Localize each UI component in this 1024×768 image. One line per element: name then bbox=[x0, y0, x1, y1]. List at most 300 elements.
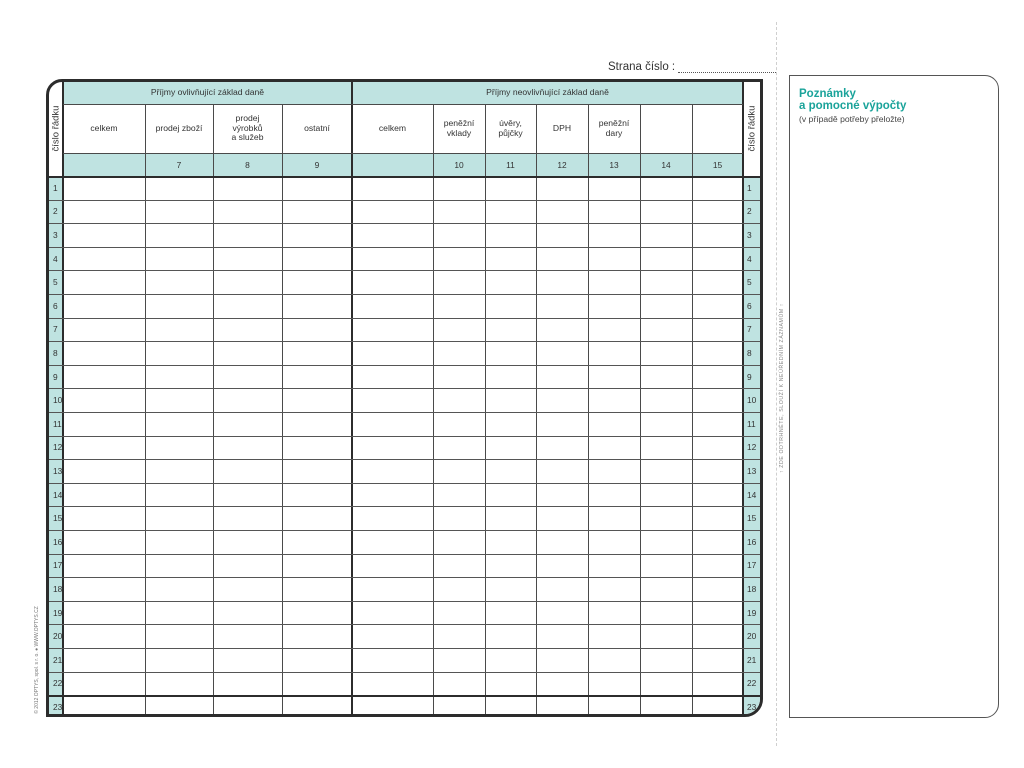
entry-cell[interactable] bbox=[433, 672, 485, 696]
entry-cell[interactable] bbox=[63, 577, 145, 601]
entry-cell[interactable] bbox=[588, 672, 640, 696]
entry-cell[interactable] bbox=[63, 695, 145, 717]
entry-cell[interactable] bbox=[640, 506, 692, 530]
entry-cell[interactable] bbox=[640, 577, 692, 601]
row-number-left: 1 bbox=[53, 182, 58, 193]
entry-cell[interactable] bbox=[640, 388, 692, 412]
entry-cell[interactable] bbox=[485, 365, 536, 389]
entry-cell[interactable] bbox=[282, 247, 352, 271]
entry-cell[interactable] bbox=[282, 695, 352, 717]
entry-cell[interactable] bbox=[433, 247, 485, 271]
entry-cell[interactable] bbox=[485, 554, 536, 578]
entry-cell[interactable] bbox=[692, 247, 743, 271]
entry-cell[interactable] bbox=[692, 459, 743, 483]
entry-cell[interactable] bbox=[640, 247, 692, 271]
entry-cell[interactable] bbox=[485, 412, 536, 436]
entry-cell[interactable] bbox=[63, 601, 145, 625]
entry-cell[interactable] bbox=[63, 554, 145, 578]
entry-cell[interactable] bbox=[213, 176, 282, 200]
entry-cell[interactable] bbox=[485, 695, 536, 717]
grid-line-horizontal bbox=[49, 318, 760, 319]
entry-cell[interactable] bbox=[640, 341, 692, 365]
entry-cell[interactable] bbox=[588, 577, 640, 601]
row-number-header-left: číslo řádku bbox=[50, 105, 62, 152]
entry-cell[interactable] bbox=[352, 695, 433, 717]
entry-cell[interactable] bbox=[536, 200, 588, 224]
entry-cell[interactable] bbox=[145, 270, 213, 294]
entry-cell[interactable] bbox=[352, 459, 433, 483]
entry-cell[interactable] bbox=[485, 648, 536, 672]
entry-cell[interactable] bbox=[282, 436, 352, 460]
entry-cell[interactable] bbox=[485, 247, 536, 271]
entry-cell[interactable] bbox=[63, 648, 145, 672]
entry-cell[interactable] bbox=[692, 672, 743, 696]
group-header-not-affecting: Příjmy neovlivňující základ daně bbox=[352, 82, 743, 104]
entry-cell[interactable] bbox=[63, 412, 145, 436]
entry-cell[interactable] bbox=[352, 200, 433, 224]
entry-cell[interactable] bbox=[282, 200, 352, 224]
entry-cell[interactable] bbox=[145, 294, 213, 318]
column-number-1 bbox=[63, 153, 145, 176]
row-number-left: 19 bbox=[53, 607, 63, 618]
entry-cell[interactable] bbox=[63, 436, 145, 460]
entry-cell[interactable] bbox=[145, 247, 213, 271]
entry-cell[interactable] bbox=[692, 223, 743, 247]
notes-panel[interactable] bbox=[789, 75, 999, 718]
entry-cell[interactable] bbox=[145, 695, 213, 717]
entry-cell[interactable] bbox=[213, 436, 282, 460]
entry-cell[interactable] bbox=[145, 388, 213, 412]
grid-line-horizontal bbox=[49, 294, 760, 295]
entry-cell[interactable] bbox=[640, 554, 692, 578]
entry-cell[interactable] bbox=[63, 483, 145, 507]
entry-cell[interactable] bbox=[433, 577, 485, 601]
entry-cell[interactable] bbox=[536, 506, 588, 530]
entry-cell[interactable] bbox=[485, 318, 536, 342]
entry-cell[interactable] bbox=[640, 436, 692, 460]
entry-cell[interactable] bbox=[588, 530, 640, 554]
entry-cell[interactable] bbox=[692, 577, 743, 601]
grid-line-horizontal bbox=[49, 459, 760, 460]
entry-cell[interactable] bbox=[433, 624, 485, 648]
entry-cell[interactable] bbox=[536, 365, 588, 389]
entry-cell[interactable] bbox=[588, 176, 640, 200]
entry-cell[interactable] bbox=[588, 247, 640, 271]
row-number-right: 19 bbox=[747, 607, 757, 618]
entry-cell[interactable] bbox=[63, 388, 145, 412]
entry-cell[interactable] bbox=[282, 388, 352, 412]
entry-cell[interactable] bbox=[63, 459, 145, 483]
entry-cell[interactable] bbox=[536, 530, 588, 554]
entry-cell[interactable] bbox=[588, 388, 640, 412]
row-number-left: 18 bbox=[53, 583, 63, 594]
entry-cell[interactable] bbox=[352, 601, 433, 625]
entry-cell[interactable] bbox=[145, 554, 213, 578]
entry-cell[interactable] bbox=[145, 577, 213, 601]
entry-cell[interactable] bbox=[63, 506, 145, 530]
entry-cell[interactable] bbox=[352, 341, 433, 365]
entry-cell[interactable] bbox=[640, 601, 692, 625]
entry-cell[interactable] bbox=[588, 318, 640, 342]
entry-cell[interactable] bbox=[145, 483, 213, 507]
grid-line-horizontal bbox=[49, 672, 760, 673]
entry-cell[interactable] bbox=[352, 672, 433, 696]
entry-cell[interactable] bbox=[485, 223, 536, 247]
row-number-right: 9 bbox=[747, 371, 752, 382]
entry-cell[interactable] bbox=[145, 530, 213, 554]
entry-cell[interactable] bbox=[352, 554, 433, 578]
entry-cell[interactable] bbox=[213, 412, 282, 436]
entry-cell[interactable] bbox=[63, 294, 145, 318]
entry-cell[interactable] bbox=[692, 648, 743, 672]
entry-cell[interactable] bbox=[282, 365, 352, 389]
entry-cell[interactable] bbox=[692, 294, 743, 318]
entry-cell[interactable] bbox=[352, 483, 433, 507]
entry-cell[interactable] bbox=[352, 412, 433, 436]
entry-cell[interactable] bbox=[692, 341, 743, 365]
entry-cell[interactable] bbox=[588, 436, 640, 460]
entry-cell[interactable] bbox=[213, 388, 282, 412]
entry-cell[interactable] bbox=[640, 648, 692, 672]
row-number-left: 8 bbox=[53, 347, 58, 358]
entry-cell[interactable] bbox=[145, 200, 213, 224]
entry-cell[interactable] bbox=[485, 176, 536, 200]
entry-cell[interactable] bbox=[692, 176, 743, 200]
entry-cell[interactable] bbox=[536, 247, 588, 271]
entry-cell[interactable] bbox=[282, 624, 352, 648]
entry-cell[interactable] bbox=[433, 200, 485, 224]
row-number-right: 21 bbox=[747, 654, 757, 665]
entry-cell[interactable] bbox=[692, 270, 743, 294]
entry-cell[interactable] bbox=[433, 483, 485, 507]
entry-cell[interactable] bbox=[352, 270, 433, 294]
column-header-5: celkem bbox=[378, 122, 407, 133]
row-number-left: 10 bbox=[53, 395, 63, 406]
entry-cell[interactable] bbox=[692, 436, 743, 460]
row-number-left: 9 bbox=[53, 371, 58, 382]
entry-cell[interactable] bbox=[536, 412, 588, 436]
entry-cell[interactable] bbox=[640, 672, 692, 696]
entry-cell[interactable] bbox=[536, 695, 588, 717]
entry-cell[interactable] bbox=[536, 672, 588, 696]
entry-cell[interactable] bbox=[588, 341, 640, 365]
entry-cell[interactable] bbox=[536, 318, 588, 342]
entry-cell[interactable] bbox=[352, 365, 433, 389]
grid-line-horizontal bbox=[49, 388, 760, 389]
entry-cell[interactable] bbox=[485, 436, 536, 460]
row-number-right: 16 bbox=[747, 536, 757, 547]
entry-cell[interactable] bbox=[485, 341, 536, 365]
grid-line-horizontal bbox=[49, 577, 760, 578]
entry-cell[interactable] bbox=[588, 270, 640, 294]
entry-cell[interactable] bbox=[63, 223, 145, 247]
entry-cell[interactable] bbox=[63, 247, 145, 271]
entry-cell[interactable] bbox=[352, 318, 433, 342]
entry-cell[interactable] bbox=[433, 695, 485, 717]
column-number-7: 11 bbox=[506, 159, 515, 170]
entry-cell[interactable] bbox=[692, 483, 743, 507]
entry-cell[interactable] bbox=[213, 648, 282, 672]
entry-cell[interactable] bbox=[352, 294, 433, 318]
entry-cell[interactable] bbox=[692, 365, 743, 389]
entry-cell[interactable] bbox=[536, 436, 588, 460]
entry-cell[interactable] bbox=[213, 672, 282, 696]
column-number-8: 12 bbox=[557, 159, 567, 170]
entry-cell[interactable] bbox=[63, 318, 145, 342]
entry-cell[interactable] bbox=[352, 530, 433, 554]
entry-cell[interactable] bbox=[433, 365, 485, 389]
entry-cell[interactable] bbox=[352, 247, 433, 271]
entry-cell[interactable] bbox=[485, 624, 536, 648]
entry-cell[interactable] bbox=[352, 388, 433, 412]
entry-cell[interactable] bbox=[352, 624, 433, 648]
entry-cell[interactable] bbox=[63, 341, 145, 365]
entry-cell[interactable] bbox=[588, 294, 640, 318]
entry-cell[interactable] bbox=[63, 176, 145, 200]
entry-cell[interactable] bbox=[213, 247, 282, 271]
entry-cell[interactable] bbox=[640, 483, 692, 507]
entry-cell[interactable] bbox=[282, 530, 352, 554]
entry-cell[interactable] bbox=[588, 412, 640, 436]
copyright-note: © 2012 OPTYS, spol. s r. o. ● WWW.OPTYS.CZ bbox=[34, 606, 40, 714]
entry-cell[interactable] bbox=[63, 365, 145, 389]
entry-cell[interactable] bbox=[640, 200, 692, 224]
entry-cell[interactable] bbox=[485, 530, 536, 554]
entry-cell[interactable] bbox=[63, 624, 145, 648]
entry-cell[interactable] bbox=[282, 554, 352, 578]
column-number-3: 8 bbox=[245, 159, 250, 170]
grid-line-horizontal bbox=[49, 601, 760, 602]
entry-cell[interactable] bbox=[282, 483, 352, 507]
column-number-9: 13 bbox=[609, 159, 619, 170]
entry-cell[interactable] bbox=[352, 577, 433, 601]
entry-cell[interactable] bbox=[282, 270, 352, 294]
entry-cell[interactable] bbox=[640, 459, 692, 483]
entry-cell[interactable] bbox=[433, 388, 485, 412]
entry-cell[interactable] bbox=[145, 436, 213, 460]
entry-cell[interactable] bbox=[588, 365, 640, 389]
grid-line-horizontal bbox=[63, 104, 743, 105]
entry-cell[interactable] bbox=[692, 554, 743, 578]
entry-cell[interactable] bbox=[433, 459, 485, 483]
entry-cell[interactable] bbox=[485, 294, 536, 318]
entry-cell[interactable] bbox=[282, 601, 352, 625]
entry-cell[interactable] bbox=[640, 318, 692, 342]
entry-cell[interactable] bbox=[63, 200, 145, 224]
row-number-right: 22 bbox=[747, 678, 757, 689]
entry-cell[interactable] bbox=[282, 459, 352, 483]
entry-cell[interactable] bbox=[352, 648, 433, 672]
entry-cell[interactable] bbox=[433, 176, 485, 200]
entry-cell[interactable] bbox=[588, 554, 640, 578]
entry-cell[interactable] bbox=[213, 223, 282, 247]
entry-cell[interactable] bbox=[692, 388, 743, 412]
row-number-right: 13 bbox=[747, 465, 757, 476]
entry-cell[interactable] bbox=[63, 672, 145, 696]
entry-cell[interactable] bbox=[640, 624, 692, 648]
entry-cell[interactable] bbox=[640, 176, 692, 200]
notes-title: Poznámky a pomocné výpočty bbox=[799, 88, 907, 112]
entry-cell[interactable] bbox=[213, 695, 282, 717]
entry-cell[interactable] bbox=[536, 483, 588, 507]
entry-cell[interactable] bbox=[588, 483, 640, 507]
entry-cell[interactable] bbox=[282, 577, 352, 601]
entry-cell[interactable] bbox=[536, 270, 588, 294]
entry-cell[interactable] bbox=[145, 459, 213, 483]
entry-cell[interactable] bbox=[213, 365, 282, 389]
entry-cell[interactable] bbox=[213, 483, 282, 507]
entry-cell[interactable] bbox=[145, 318, 213, 342]
entry-cell[interactable] bbox=[640, 365, 692, 389]
entry-cell[interactable] bbox=[485, 483, 536, 507]
entry-cell[interactable] bbox=[640, 695, 692, 717]
grid-line-horizontal bbox=[49, 483, 760, 484]
entry-cell[interactable] bbox=[282, 176, 352, 200]
column-header-10 bbox=[640, 104, 692, 153]
entry-cell[interactable] bbox=[213, 506, 282, 530]
entry-cell[interactable] bbox=[692, 530, 743, 554]
entry-cell[interactable] bbox=[485, 388, 536, 412]
column-header-1: celkem bbox=[90, 122, 118, 133]
entry-cell[interactable] bbox=[145, 341, 213, 365]
entry-cell[interactable] bbox=[588, 624, 640, 648]
entry-cell[interactable] bbox=[213, 294, 282, 318]
entry-cell[interactable] bbox=[536, 601, 588, 625]
entry-cell[interactable] bbox=[63, 530, 145, 554]
entry-cell[interactable] bbox=[433, 270, 485, 294]
entry-cell[interactable] bbox=[352, 176, 433, 200]
entry-cell[interactable] bbox=[282, 506, 352, 530]
entry-cell[interactable] bbox=[485, 506, 536, 530]
entry-cell[interactable] bbox=[692, 601, 743, 625]
entry-cell[interactable] bbox=[536, 624, 588, 648]
entry-cell[interactable] bbox=[588, 695, 640, 717]
grid-line-horizontal bbox=[49, 695, 760, 697]
entry-cell[interactable] bbox=[213, 624, 282, 648]
entry-cell[interactable] bbox=[692, 695, 743, 717]
entry-cell[interactable] bbox=[536, 223, 588, 247]
entry-cell[interactable] bbox=[433, 436, 485, 460]
entry-cell[interactable] bbox=[536, 341, 588, 365]
column-header-9: peněžní dary bbox=[598, 117, 630, 138]
entry-cell[interactable] bbox=[352, 506, 433, 530]
entry-cell[interactable] bbox=[282, 294, 352, 318]
entry-cell[interactable] bbox=[692, 506, 743, 530]
entry-cell[interactable] bbox=[352, 436, 433, 460]
entry-cell[interactable] bbox=[640, 270, 692, 294]
entry-cell[interactable] bbox=[433, 318, 485, 342]
entry-cell[interactable] bbox=[588, 506, 640, 530]
entry-cell[interactable] bbox=[145, 601, 213, 625]
entry-cell[interactable] bbox=[640, 412, 692, 436]
entry-cell[interactable] bbox=[213, 577, 282, 601]
entry-cell[interactable] bbox=[485, 672, 536, 696]
entry-cell[interactable] bbox=[282, 223, 352, 247]
entry-cell[interactable] bbox=[536, 554, 588, 578]
entry-cell[interactable] bbox=[213, 200, 282, 224]
entry-cell[interactable] bbox=[485, 577, 536, 601]
entry-cell[interactable] bbox=[213, 459, 282, 483]
entry-cell[interactable] bbox=[145, 672, 213, 696]
entry-cell[interactable] bbox=[145, 648, 213, 672]
entry-cell[interactable] bbox=[536, 388, 588, 412]
entry-cell[interactable] bbox=[63, 270, 145, 294]
entry-cell[interactable] bbox=[588, 459, 640, 483]
row-number-right: 2 bbox=[747, 206, 752, 217]
entry-cell[interactable] bbox=[145, 223, 213, 247]
entry-cell[interactable] bbox=[692, 624, 743, 648]
entry-cell[interactable] bbox=[588, 648, 640, 672]
column-number-2: 7 bbox=[176, 159, 182, 170]
row-number-right: 15 bbox=[747, 513, 757, 524]
entry-cell[interactable] bbox=[433, 506, 485, 530]
entry-cell[interactable] bbox=[213, 270, 282, 294]
row-number-left: 12 bbox=[53, 442, 63, 453]
row-number-right: 5 bbox=[747, 277, 752, 288]
entry-cell[interactable] bbox=[433, 530, 485, 554]
entry-cell[interactable] bbox=[692, 412, 743, 436]
entry-cell[interactable] bbox=[588, 601, 640, 625]
entry-cell[interactable] bbox=[485, 601, 536, 625]
entry-cell[interactable] bbox=[213, 530, 282, 554]
entry-cell[interactable] bbox=[640, 223, 692, 247]
entry-cell[interactable] bbox=[213, 341, 282, 365]
entry-cell[interactable] bbox=[282, 648, 352, 672]
entry-cell[interactable] bbox=[213, 318, 282, 342]
entry-cell[interactable] bbox=[536, 648, 588, 672]
entry-cell[interactable] bbox=[145, 506, 213, 530]
entry-cell[interactable] bbox=[282, 672, 352, 696]
entry-cell[interactable] bbox=[145, 624, 213, 648]
entry-cell[interactable] bbox=[640, 530, 692, 554]
entry-cell[interactable] bbox=[433, 223, 485, 247]
entry-cell[interactable] bbox=[282, 412, 352, 436]
entry-cell[interactable] bbox=[433, 554, 485, 578]
entry-cell[interactable] bbox=[485, 459, 536, 483]
entry-cell[interactable] bbox=[536, 294, 588, 318]
tear-instruction: ↑ ZDE ODTRHNĚTE, SLOUŽÍ K NEÚŘEDNÍM ZÁZNAMŮM ↑ bbox=[779, 303, 785, 473]
entry-cell[interactable] bbox=[692, 318, 743, 342]
entry-cell[interactable] bbox=[282, 318, 352, 342]
entry-cell[interactable] bbox=[692, 200, 743, 224]
entry-cell[interactable] bbox=[145, 176, 213, 200]
entry-cell[interactable] bbox=[145, 365, 213, 389]
entry-cell[interactable] bbox=[536, 577, 588, 601]
page-number-line[interactable] bbox=[678, 62, 776, 73]
entry-cell[interactable] bbox=[433, 601, 485, 625]
grid-line-horizontal bbox=[49, 270, 760, 271]
entry-cell[interactable] bbox=[145, 412, 213, 436]
entry-cell[interactable] bbox=[213, 601, 282, 625]
entry-cell[interactable] bbox=[588, 200, 640, 224]
row-number-right: 7 bbox=[747, 324, 752, 335]
entry-cell[interactable] bbox=[213, 554, 282, 578]
row-number-right: 1 bbox=[747, 182, 752, 193]
entry-cell[interactable] bbox=[433, 341, 485, 365]
entry-cell[interactable] bbox=[282, 341, 352, 365]
entry-cell[interactable] bbox=[433, 294, 485, 318]
entry-cell[interactable] bbox=[536, 459, 588, 483]
entry-cell[interactable] bbox=[640, 294, 692, 318]
entry-cell[interactable] bbox=[352, 223, 433, 247]
entry-cell[interactable] bbox=[485, 200, 536, 224]
entry-cell[interactable] bbox=[485, 270, 536, 294]
entry-cell[interactable] bbox=[588, 223, 640, 247]
entry-cell[interactable] bbox=[433, 412, 485, 436]
entry-cell[interactable] bbox=[536, 176, 588, 200]
entry-cell[interactable] bbox=[433, 648, 485, 672]
row-number-right: 23 bbox=[747, 701, 757, 712]
